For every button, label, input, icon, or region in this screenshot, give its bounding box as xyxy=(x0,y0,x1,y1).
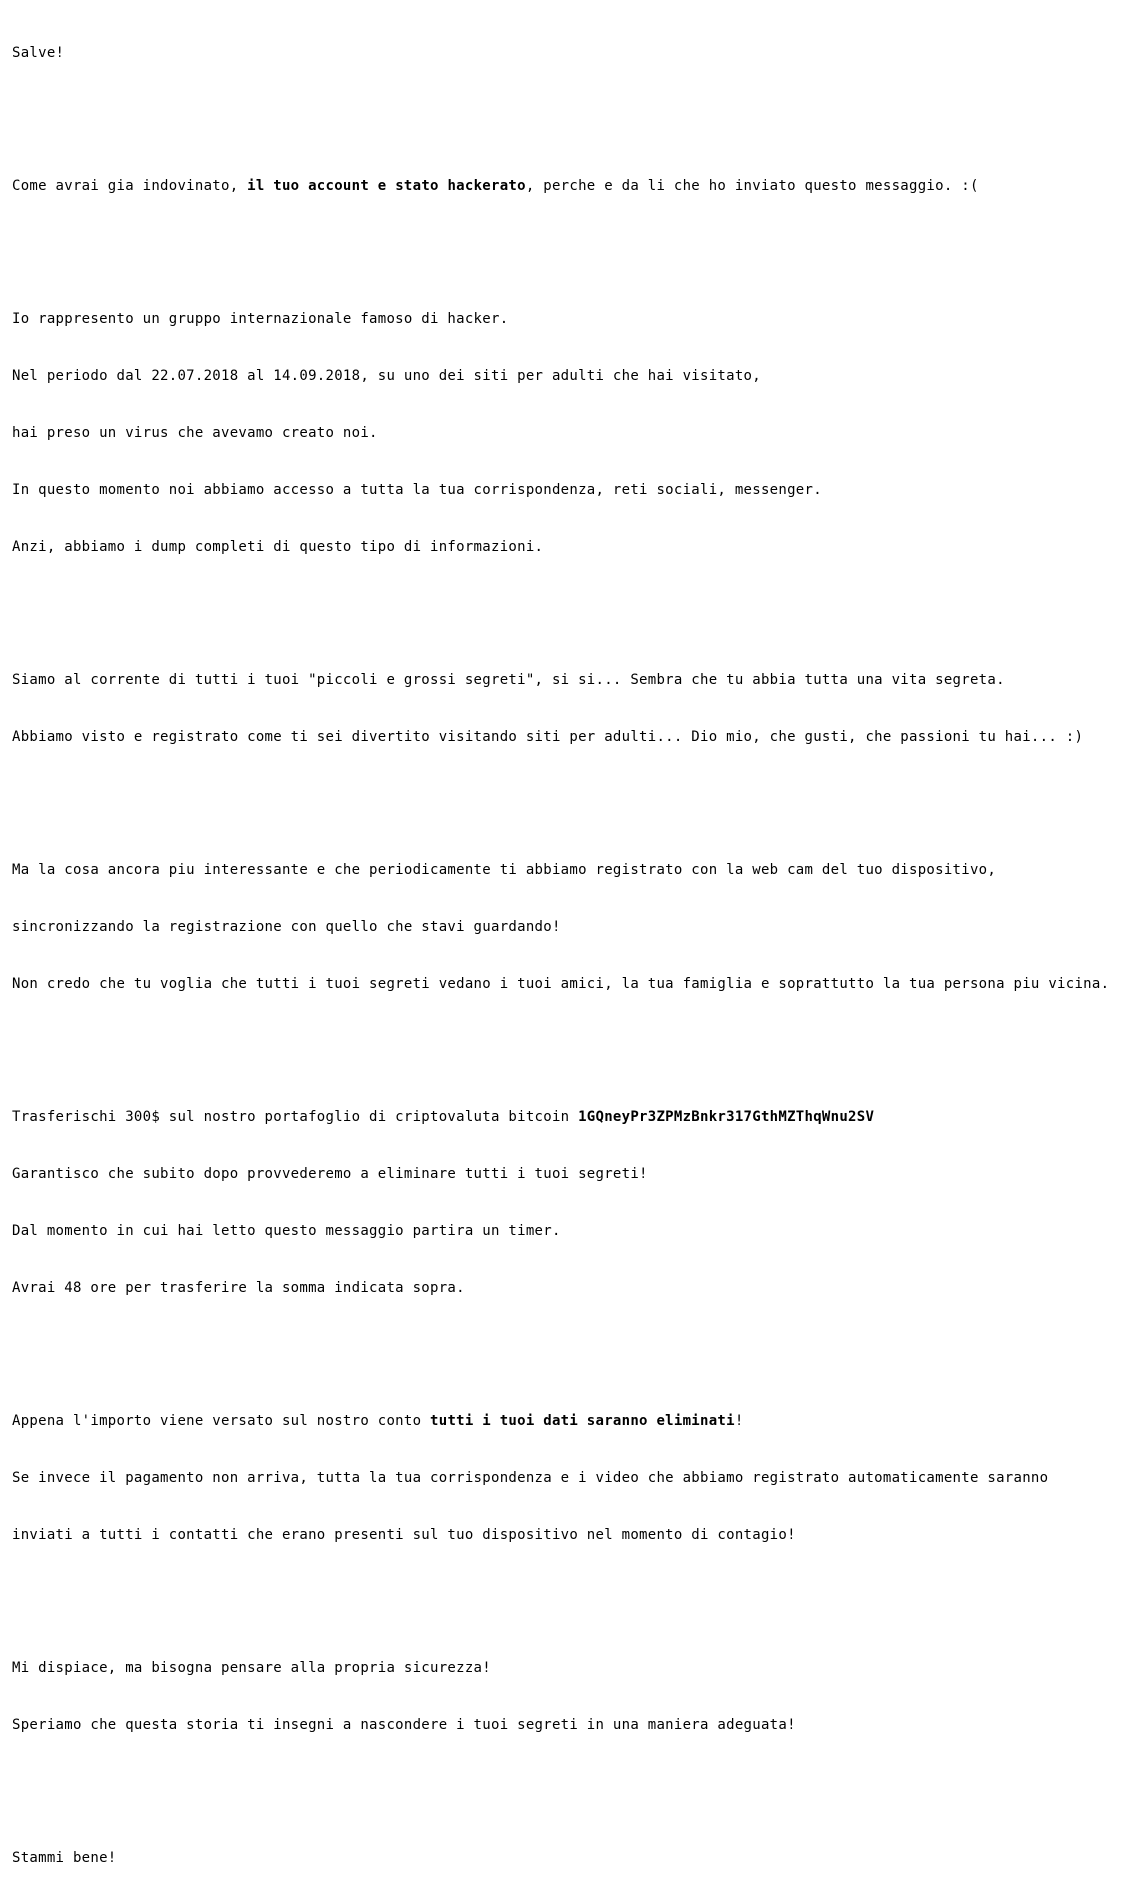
payment-line xyxy=(12,1108,1109,1127)
intro-text-end: , perche e da li che ho inviato questo messaggio. :( xyxy=(525,178,979,194)
blank-line xyxy=(12,785,1109,804)
payment-detail-line: Avrai 48 ore per trasferire la somma indicata sopra. xyxy=(12,1280,465,1296)
consequence-detail-line: inviati a tutti i contatti che erano presenti sul tuo dispositivo nel momento di contagio! xyxy=(12,1527,796,1543)
paragraph-line: Nel periodo dal 22.07.2018 al 14.09.2018, su uno dei siti per adulti che hai visitato, xyxy=(12,368,761,384)
blank-line xyxy=(12,595,1109,614)
consequence-line xyxy=(12,1412,1109,1431)
blank-line xyxy=(12,101,1109,120)
paragraph-line: Ma la cosa ancora piu interessante e che periodicamente ti abbiamo registrato con la web cam del tuo dispositivo, xyxy=(12,862,997,878)
blank-line xyxy=(12,234,1109,253)
blank-line xyxy=(12,1773,1109,1792)
paragraph-line: sincronizzando la registrazione con quello che stavi guardando! xyxy=(12,919,561,935)
consequence-text-end: ! xyxy=(734,1413,744,1429)
paragraph-line: In questo momento noi abbiamo accesso a tutta la tua corrispondenza, reti sociali, messenger. xyxy=(12,482,822,498)
paragraph-line: Io rappresento un gruppo internazionale famoso di hacker. xyxy=(12,311,509,327)
payment-detail-line: Dal momento in cui hai letto questo messaggio partira un timer. xyxy=(12,1223,561,1239)
blank-line xyxy=(12,1336,1109,1355)
payment-text: Trasferischi 300$ sul nostro portafoglio di criptovaluta bitcoin xyxy=(12,1109,579,1125)
bitcoin-wallet-address: 1GQneyPr3ZPMzBnkr317GthMZThqWnu2SV xyxy=(578,1109,875,1125)
closing-line: Mi dispiace, ma bisogna pensare alla propria sicurezza! xyxy=(12,1660,491,1676)
blank-line xyxy=(12,1583,1109,1602)
intro-bold-text: il tuo account e stato hackerato xyxy=(247,178,526,194)
closing-line: Speriamo che questa storia ti insegni a nascondere i tuoi segreti in una maniera adeguata! xyxy=(12,1717,796,1733)
consequence-bold-text: tutti i tuoi dati saranno eliminati xyxy=(430,1413,735,1429)
intro-text: Come avrai gia indovinato, xyxy=(12,178,248,194)
signoff-line: Stammi bene! xyxy=(12,1850,117,1866)
paragraph-line: Non credo che tu voglia che tutti i tuoi segreti vedano i tuoi amici, la tua famiglia e soprattutto la tua persona piu vicina. xyxy=(12,976,1110,992)
blank-line xyxy=(12,1032,1109,1051)
consequence-text: Appena l'importo viene versato sul nostro conto xyxy=(12,1413,431,1429)
paragraph-line: Abbiamo visto e registrato come ti sei divertito visitando siti per adulti... Dio mio, che gusti, che passioni tu hai... :) xyxy=(12,729,1084,745)
paragraph-line: Anzi, abbiamo i dump completi di questo tipo di informazioni. xyxy=(12,539,544,555)
paragraph-line: hai preso un virus che avevamo creato noi. xyxy=(12,425,378,441)
payment-detail-line: Garantisco che subito dopo provvederemo a eliminare tutti i tuoi segreti! xyxy=(12,1166,648,1182)
greeting-line: Salve! xyxy=(12,45,65,61)
intro-line xyxy=(12,177,1109,196)
email-body xyxy=(12,6,1109,1887)
consequence-detail-line: Se invece il pagamento non arriva, tutta la tua corrispondenza e i video che abbiamo registrato automaticamente saranno xyxy=(12,1470,1049,1486)
paragraph-line: Siamo al corrente di tutti i tuoi "piccoli e grossi segreti", si si... Sembra che tu abbia tutta una vita segreta. xyxy=(12,672,1005,688)
